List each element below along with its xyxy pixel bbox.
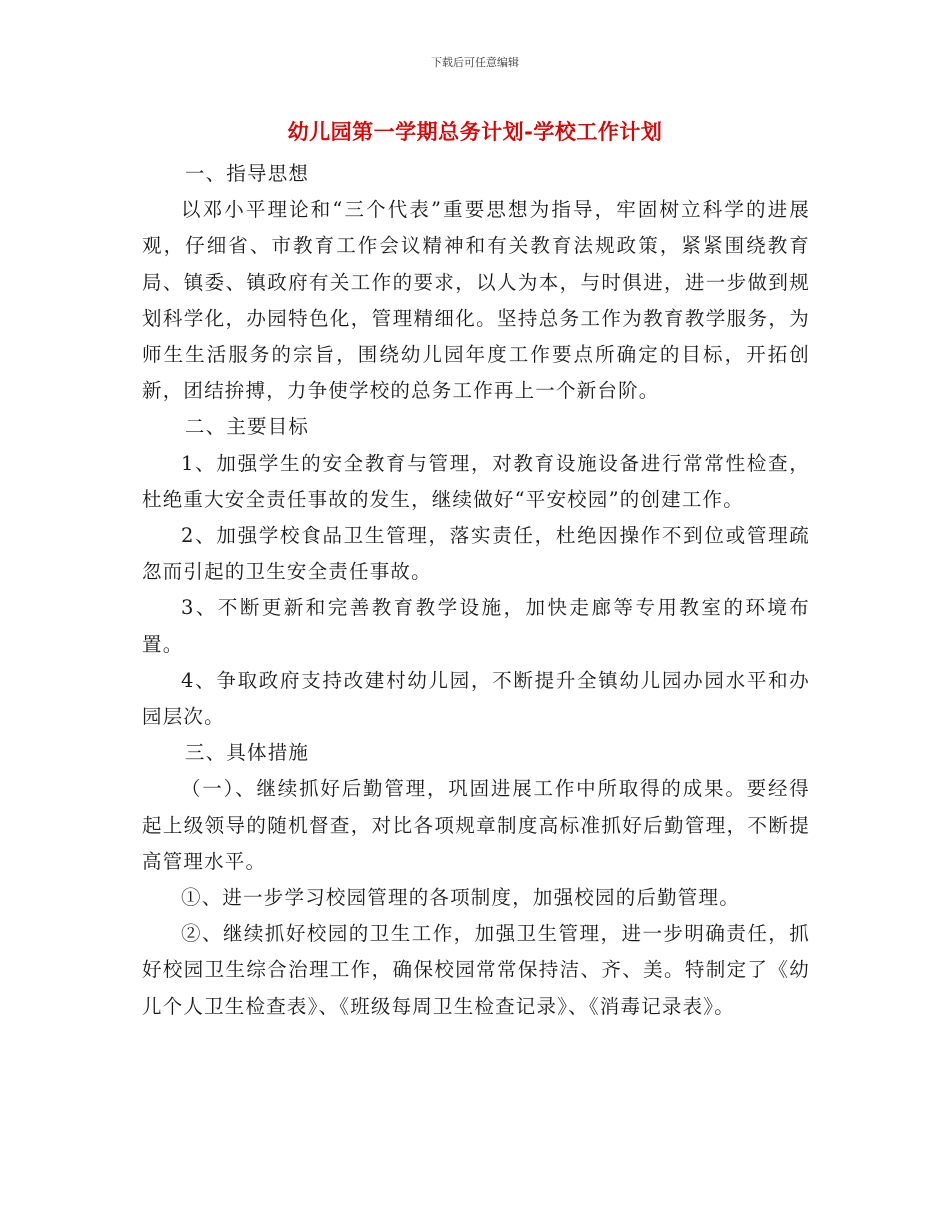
page-header-note: 下载后可任意编辑: [431, 56, 519, 69]
paragraph-guiding-thought: 以邓小平理论和“三个代表”重要思想为指导，牢固树立科学的进展观，仔细省、市教育工作会议精神和有关教育法规政策，紧紧围绕教育局、镇委、镇政府有关工作的要求，以人为本，与时俱进，进一步做到规划科学化，办园特色化，管理精细化。坚持总务工作为教育教学服务，为师生生活服务的宗旨，围绕幼儿园年度工作要点所确定的目标，开拓创新，团结拚搏，力争使学校的总务工作再上一个新台阶。: [142, 198, 810, 403]
section-heading-measures: 三、具体措施: [184, 741, 310, 765]
paragraph-measure-1: （一）、继续抓好后勤管理，巩固进展工作中所取得的成果。要经得起上级领导的随机督查，对比各项规章制度高标准抓好后勤管理，不断提高管理水平。: [142, 777, 810, 873]
section-heading-guiding-thought: 一、指导思想: [184, 162, 310, 185]
paragraph-measure-1-item-2: ②、继续抓好校园的卫生工作，加强卫生管理，进一步明确责任，抓好校园卫生综合治理工作，确保校园常常保持洁、齐、美。特制定了《幼儿个人卫生检查表》、《班级每周卫生检查记录》、《消毒记录表》。: [142, 922, 810, 1018]
paragraph-goal-3: 3、不断更新和完善教育教学设施，加快走廊等专用教室的环境布置。: [142, 596, 810, 656]
document-title: 幼儿园第一学期总务计划-学校工作计划: [287, 120, 663, 144]
paragraph-goal-1: 1、加强学生的安全教育与管理，对教育设施设备进行常常性检查，杜绝重大安全责任事故的发生，继续做好“平安校园”的创建工作。: [142, 451, 810, 511]
paragraph-goal-4: 4、争取政府支持改建村幼儿园，不断提升全镇幼儿园办园水平和办园层次。: [142, 668, 810, 729]
document-body: [142, 156, 810, 1025]
section-heading-main-goals: 二、主要目标: [184, 415, 310, 439]
paragraph-measure-1-item-1: ①、进一步学习校园管理的各项制度，加强校园的后勤管理。: [181, 886, 740, 910]
paragraph-goal-2: 2、加强学校食品卫生管理，落实责任，杜绝因操作不到位或管理疏忽而引起的卫生安全责任事故。: [142, 524, 810, 584]
